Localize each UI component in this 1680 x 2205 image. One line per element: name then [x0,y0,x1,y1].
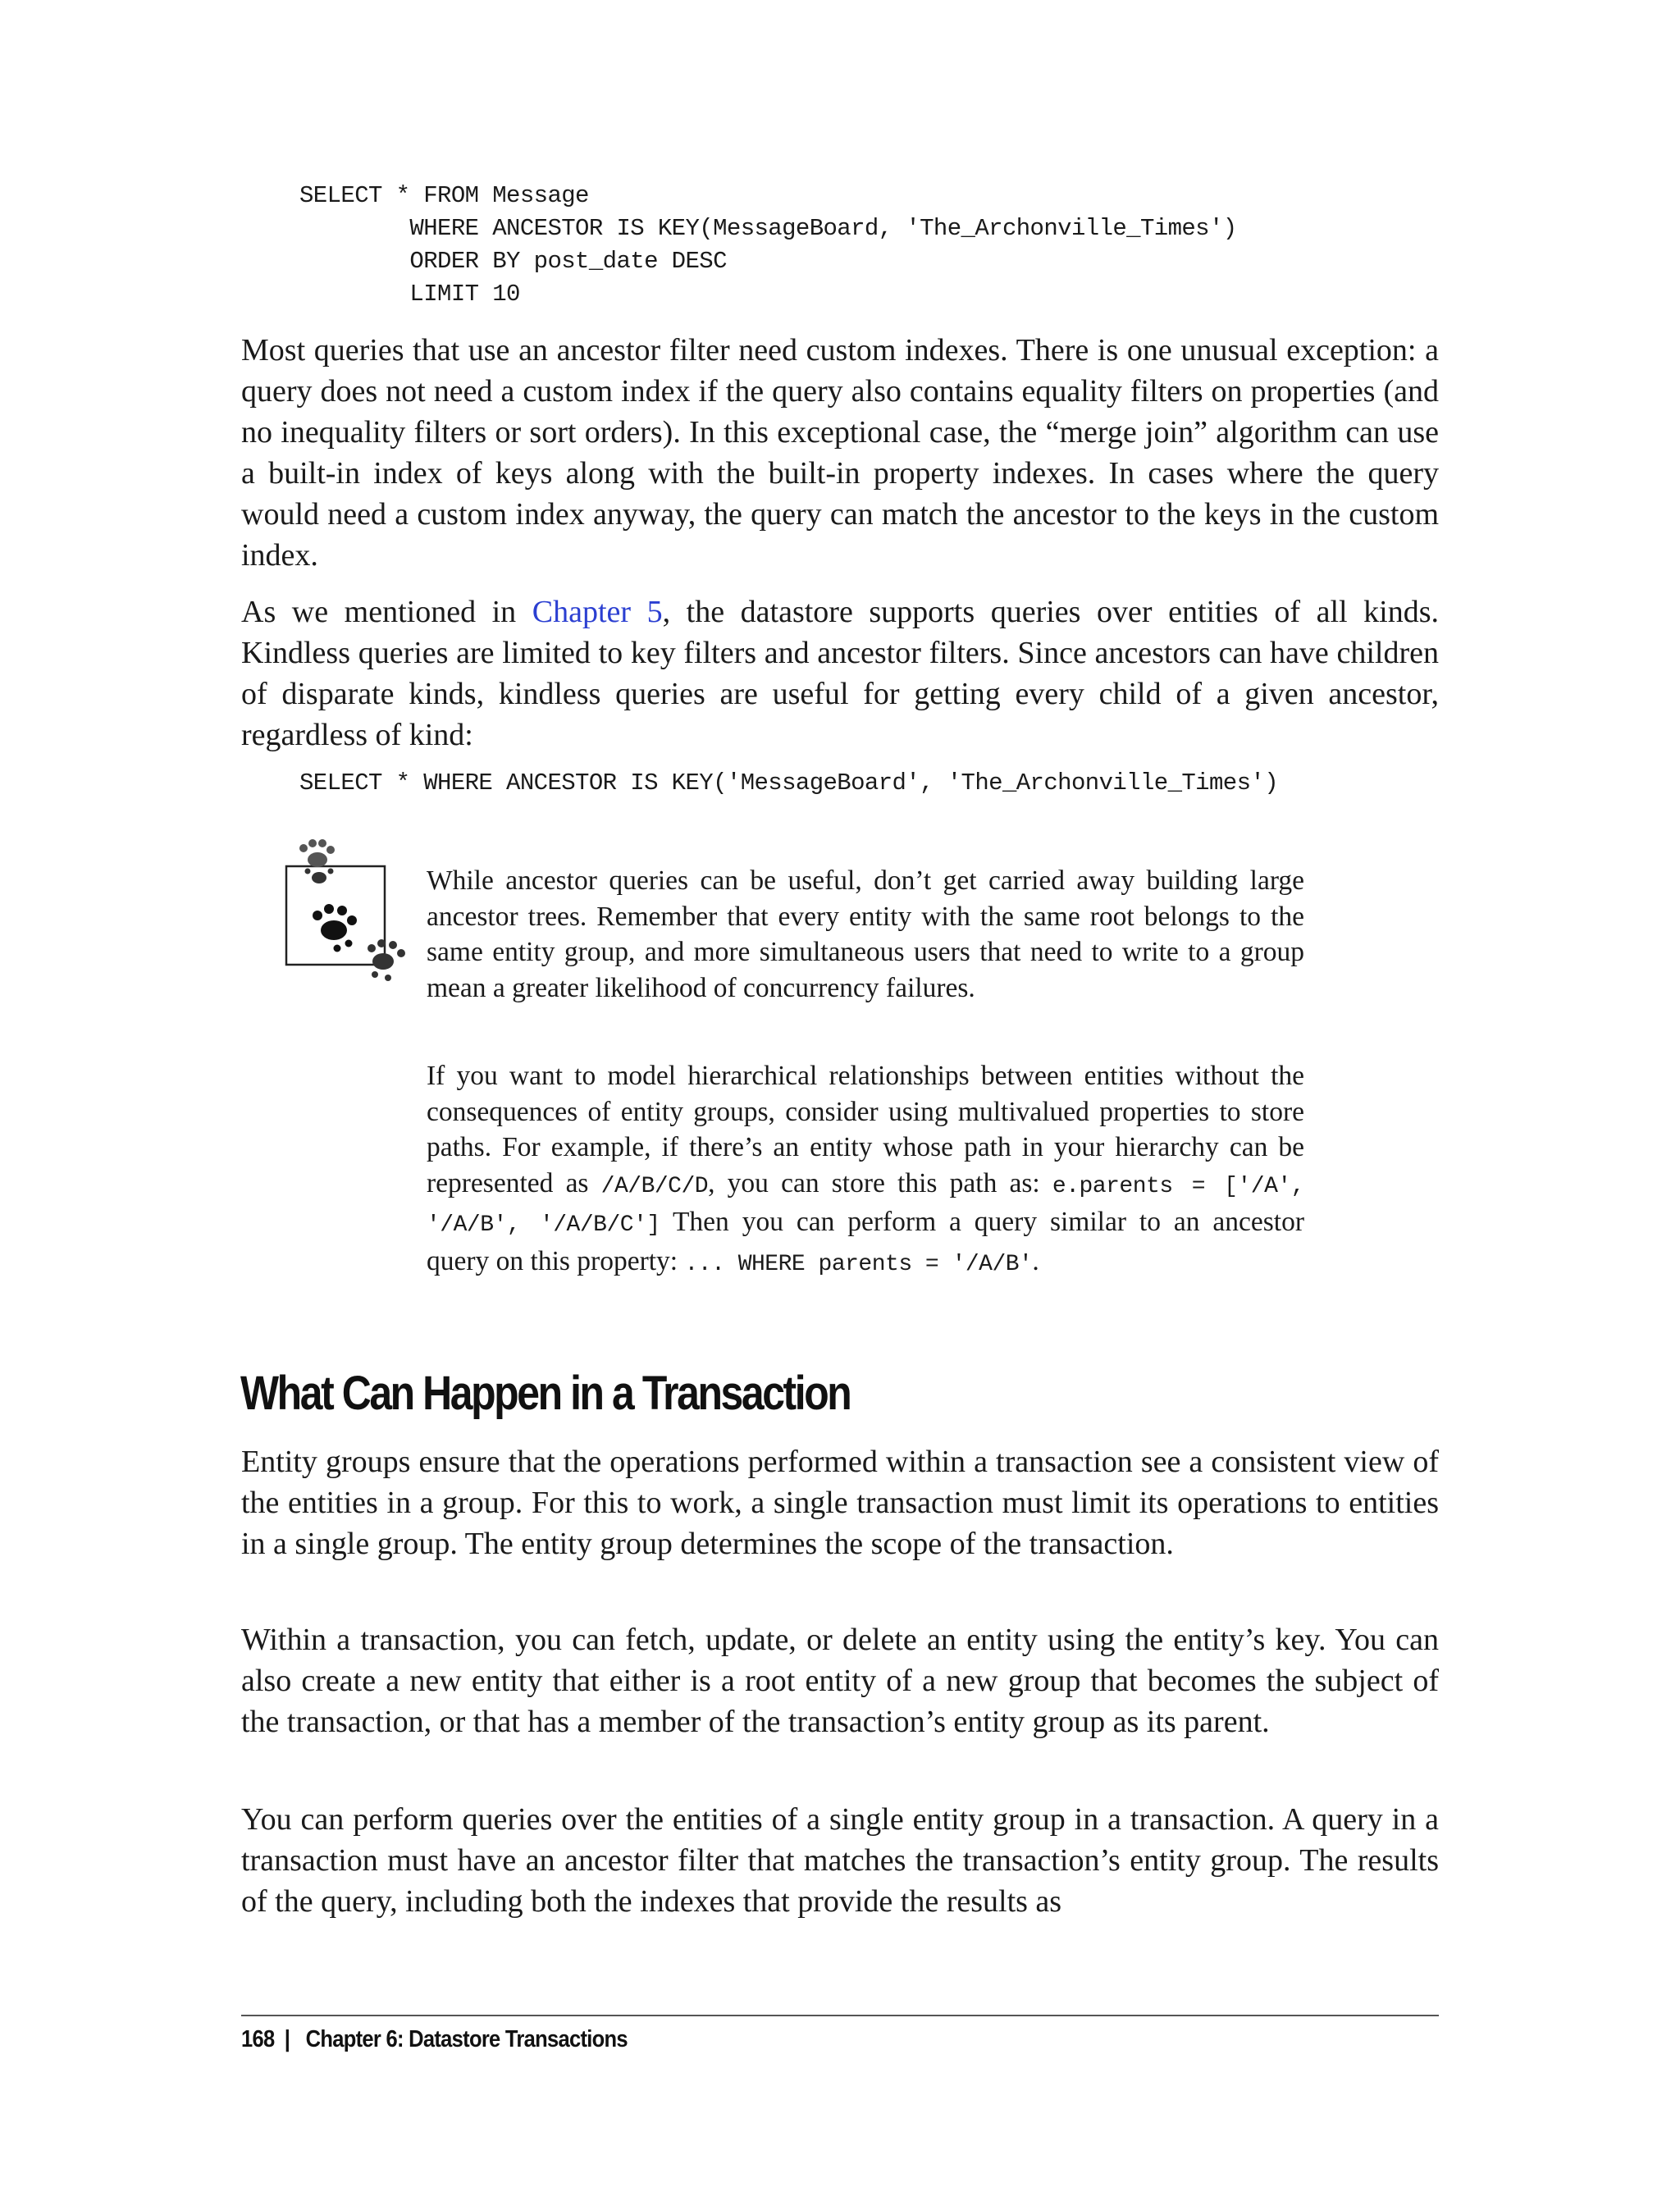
paragraph-entity-groups: Entity groups ensure that the operations performed within a transaction see a consistent view of the entities in a group. For this to work, a single transaction must limit its operations to entities in a single group. The entity group determines the scope of the transaction. [241,1445,1439,1561]
code-block-kindless-query: SELECT * WHERE ANCESTOR IS KEY('MessageBoard', 'The_Archonville_Times') [299,769,1279,797]
paragraph-text-before-link: As we mentioned in [241,595,532,629]
note-paragraph-multivalued-paths [427,1058,1304,1282]
paragraph-within-transaction: Within a transaction, you can fetch, update, or delete an entity using the entity’s key. You can also create a new entity that either is a root entity of a new group that becomes the subject of the transaction, or that has a member of the transaction’s entity group as its parent. [241,1623,1439,1739]
page-footer [241,2026,628,2053]
note-text: , you can store this path as: [708,1167,1052,1198]
inline-code-where-parents: ... WHERE parents = '/A/B' [684,1251,1033,1277]
paragraph-queries-in-transaction: You can perform queries over the entities of a single entity group in a transaction. A query in a transaction must have an ancestor filter that matches the transaction’s entity group. The results of the query, including both the indexes that provide the results as [241,1802,1439,1919]
paragraph-text-after-link: , the datastore supports queries over entities of all kinds. Kindless queries are limited to key filters and ancestor filters. Since ancestors can have children of disparate kinds, kindless queries are useful for getting every child of a given ancestor, regardless of kind: [241,595,1439,752]
footer-chapter-title: Chapter 6: Datastore Transactions [305,2026,628,2052]
footer-divider [241,2015,1439,2016]
paragraph-ancestor-indexes: Most queries that use an ancestor filter need custom indexes. There is one unusual exception: a query does not need a custom index if the query also contains equality filters on properties (and no inequality filters or sort orders). In this exceptional case, the “merge join” algorithm can use a built-in index of keys along with the built-in property indexes. In cases where the query would need a custom index anyway, the query can match the ancestor to the keys in the custom index. [241,333,1439,573]
paragraph-kindless-queries [241,591,1439,756]
section-heading: What Can Happen in a Transaction [240,1367,851,1420]
chapter-5-link[interactable]: Chapter 5 [532,595,663,629]
footer-separator: | [284,2026,290,2052]
code-block-ancestor-query: SELECT * FROM Message WHERE ANCESTOR IS KEY(MessageBoard, 'The_Archonville_Times') ORDER BY post_date DESC LIMIT 10 [299,182,1237,308]
note-text: If you want to model hierarchical relationships between entities without the consequences of entity groups, consider using multivalued properties to store paths. For example, if there’s an entity whose path in your hierarchy can be represented as [427,1061,1304,1198]
note-paragraph-warning: While ancestor queries can be useful, don’t get carried away building large ancestor trees. Remember that every entity with the same root belongs to the same entity group, and more simultaneous users that need to write to a group mean a greater likelihood of concurrency failures. [427,865,1304,1003]
note-text: . [1032,1245,1039,1276]
note-text: Then you can perform a query similar to an ancestor query on this property: [427,1207,1304,1276]
raccoon-paw-prints-icon [283,838,414,986]
inline-code-path: /A/B/C/D [600,1173,709,1199]
inline-code-parents-list: e.parents = ['/A', '/A/B', '/A/B/C'] [427,1173,1304,1238]
page-number: 168 [241,2026,275,2052]
